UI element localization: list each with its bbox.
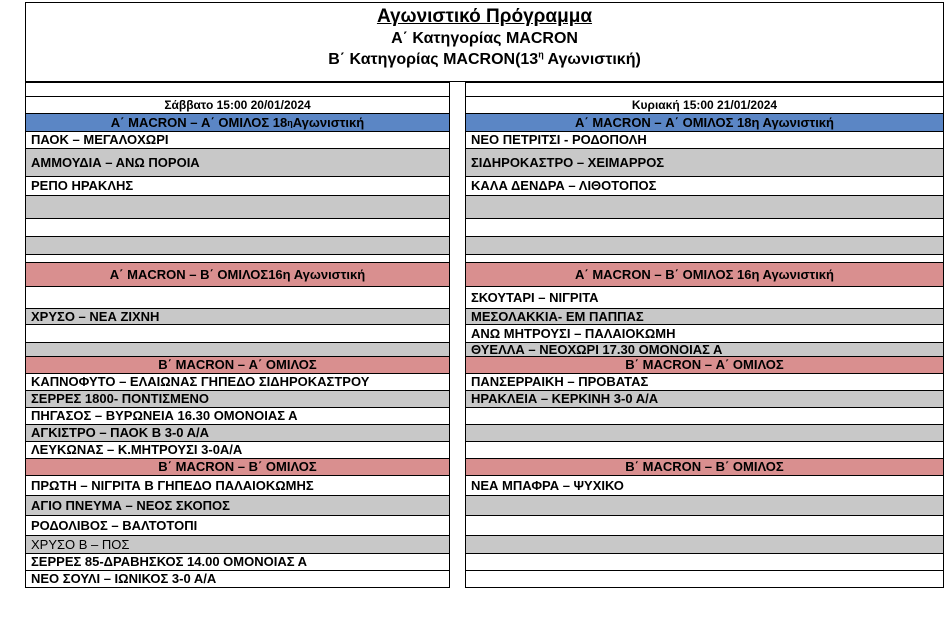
empty-row bbox=[26, 342, 449, 356]
date-row bbox=[466, 96, 943, 113]
empty-row bbox=[466, 570, 943, 587]
group-header-row bbox=[26, 262, 449, 286]
group-header-row-text: Β΄ MACRON – Β΄ ΟΜΙΛΟΣ bbox=[158, 459, 317, 474]
match-row bbox=[466, 131, 943, 148]
match-row-text: ΝΕΑ ΜΠΑΦΡΑ – ΨΥΧΙΚΟ bbox=[471, 477, 624, 493]
empty-row bbox=[466, 407, 943, 424]
match-row bbox=[26, 390, 449, 407]
group-header-row-text: Α΄ MACRON – Α΄ ΟΜΙΛΟΣ 18 bbox=[110, 114, 288, 130]
group-header-row-text: Α΄ MACRON – Β΄ ΟΜΙΛΟΣ 16η Αγωνιστική bbox=[575, 266, 834, 282]
match-row-text: ΑΓΚΙΣΤΡΟ – ΠΑΟΚ Β 3-0 Α/Α bbox=[31, 425, 210, 440]
match-row-text: ΠΡΩΤΗ – ΝΙΓΡΙΤΑ Β ΓΗΠΕΔΟ ΠΑΛΑΙΟΚΩΜΗΣ bbox=[31, 477, 314, 493]
empty-row bbox=[26, 195, 449, 218]
match-row bbox=[26, 495, 449, 515]
match-row-text: ΑΝΩ ΜΗΤΡΟΥΣΙ – ΠΑΛΑΙΟΚΩΜΗ bbox=[471, 325, 676, 341]
match-row bbox=[26, 148, 449, 176]
match-row bbox=[26, 475, 449, 495]
match-row-text: ΡΕΠΟ ΗΡΑΚΛΗΣ bbox=[31, 178, 134, 193]
match-row-text: ΚΑΛΑ ΔΕΝΔΡΑ – ΛΙΘΟΤΟΠΟΣ bbox=[471, 178, 657, 193]
group-header-row bbox=[466, 458, 943, 475]
empty-row bbox=[26, 82, 449, 96]
match-row-text: ΑΜΜΟΥΔΙΑ – ΑΝΩ ΠΟΡΟΙΑ bbox=[31, 154, 200, 170]
empty-row bbox=[466, 236, 943, 254]
match-row-text: ΠΗΓΑΣΟΣ – ΒΥΡΩΝΕΙΑ 16.30 ΟΜΟΝΟΙΑΣ Α bbox=[31, 408, 298, 423]
empty-row bbox=[466, 553, 943, 570]
match-row-text: ΣΙΔΗΡΟΚΑΣΤΡΟ – ΧΕΙΜΑΡΡΟΣ bbox=[471, 154, 665, 170]
match-row bbox=[26, 176, 449, 195]
empty-row bbox=[26, 254, 449, 262]
match-row bbox=[26, 535, 449, 553]
group-header-row bbox=[26, 356, 449, 373]
match-row bbox=[26, 515, 449, 535]
category-a-line: Α΄ Κατηγορίας MACRON bbox=[391, 30, 578, 47]
page-title: Αγωνιστικό Πρόγραμμα bbox=[376, 6, 593, 27]
group-header-row bbox=[466, 262, 943, 286]
match-row-text: ΑΓΙΟ ΠΝΕΥΜΑ – ΝΕΟΣ ΣΚΟΠΟΣ bbox=[31, 497, 230, 513]
match-row bbox=[466, 176, 943, 195]
group-header-row-text: Α΄ MACRON – Β΄ ΟΜΙΛΟΣ16η Αγωνιστική bbox=[109, 266, 366, 282]
empty-row bbox=[466, 254, 943, 262]
empty-row bbox=[466, 82, 943, 96]
match-row bbox=[466, 390, 943, 407]
match-row bbox=[466, 373, 943, 390]
match-row bbox=[26, 441, 449, 458]
match-row-text: ΠΑΟΚ – ΜΕΓΑΛΟΧΩΡΙ bbox=[31, 132, 169, 147]
empty-row bbox=[466, 495, 943, 515]
match-row-text: ΡΟΔΟΛΙΒΟΣ – ΒΑΛΤΟΤΟΠΙ bbox=[31, 517, 198, 533]
match-row bbox=[466, 342, 943, 356]
match-row bbox=[466, 475, 943, 495]
match-row-text: ΝΕΟ ΣΟΥΛΙ – ΙΩΝΙΚΟΣ 3-0 Α/Α bbox=[31, 571, 217, 586]
match-row-text: ΚΑΠΝΟΦΥΤΟ – ΕΛΑΙΩΝΑΣ ΓΗΠΕΔΟ ΣΙΔΗΡΟΚΑΣΤΡΟΥ bbox=[31, 374, 370, 389]
group-header-row-text: Β΄ MACRON – Α΄ ΟΜΙΛΟΣ bbox=[158, 357, 317, 372]
group-header-row-text: Α΄ MACRON – Α΄ ΟΜΙΛΟΣ 18η Αγωνιστική bbox=[575, 114, 834, 130]
category-b-tail: Αγωνιστική) bbox=[543, 51, 641, 68]
group-header-row-text: Β΄ MACRON – Β΄ ΟΜΙΛΟΣ bbox=[625, 459, 784, 474]
match-row-text: ΜΕΣΟΛΑΚΚΙΑ- ΕΜ ΠΑΠΠΑΣ bbox=[471, 308, 644, 324]
category-b-line bbox=[26, 49, 943, 70]
match-row bbox=[26, 308, 449, 324]
match-row-text: ΠΑΝΣΕΡΡΑΙΚΗ – ΠΡΟΒΑΤΑΣ bbox=[471, 374, 649, 389]
round-tail: Αγωνιστική bbox=[292, 114, 365, 130]
group-header-row bbox=[466, 356, 943, 373]
category-b-sup: η bbox=[538, 49, 544, 60]
empty-row bbox=[466, 195, 943, 218]
group-header-row bbox=[466, 113, 943, 131]
match-row-text: ΣΕΡΡΕΣ 1800- ΠΟΝΤΙΣΜΕΝΟ bbox=[31, 391, 210, 406]
date-row bbox=[26, 96, 449, 113]
sunday-column bbox=[465, 82, 944, 588]
group-header-row bbox=[26, 458, 449, 475]
match-row bbox=[26, 373, 449, 390]
match-row-text: ΗΡΑΚΛΕΙΑ – ΚΕΡΚΙΝΗ 3-0 Α/Α bbox=[471, 391, 659, 406]
category-b-main: Β΄ Κατηγορίας MACRON(13 bbox=[328, 51, 539, 68]
empty-row bbox=[26, 286, 449, 308]
date-row-text: Κυριακή 15:00 21/01/2024 bbox=[631, 98, 778, 112]
match-row-text: ΣΕΡΡΕΣ 85-ΔΡΑΒΗΣΚΟΣ 14.00 ΟΜΟΝΟΙΑΣ Α bbox=[31, 554, 308, 569]
date-row-text: Σάββατο 15:00 20/01/2024 bbox=[164, 98, 311, 112]
match-row-text: ΧΡΥΣΟ – ΝΕΑ ΖΙΧΝΗ bbox=[31, 308, 160, 324]
match-row-text: ΝΕΟ ΠΕΤΡΙΤΣΙ - ΡΟΔΟΠΟΛΗ bbox=[471, 132, 647, 147]
empty-row bbox=[26, 324, 449, 342]
saturday-column bbox=[25, 82, 450, 588]
match-row bbox=[26, 570, 449, 587]
empty-row bbox=[466, 218, 943, 236]
match-row bbox=[26, 553, 449, 570]
match-row bbox=[466, 324, 943, 342]
empty-row bbox=[466, 535, 943, 553]
match-row-text: ΣΚΟΥΤΑΡΙ – ΝΙΓΡΙΤΑ bbox=[471, 289, 599, 305]
match-row-text: ΘΥΕΛΛΑ – ΝΕΟΧΩΡΙ 17.30 ΟΜΟΝΟΙΑΣ Α bbox=[471, 342, 723, 356]
empty-row bbox=[26, 236, 449, 254]
match-row bbox=[26, 131, 449, 148]
match-row-text: ΛΕΥΚΩΝΑΣ – Κ.ΜΗΤΡΟΥΣΙ 3-0Α/Α bbox=[31, 442, 243, 457]
match-row bbox=[466, 308, 943, 324]
empty-row bbox=[466, 515, 943, 535]
match-row bbox=[466, 286, 943, 308]
group-header-row-text: Β΄ MACRON – Α΄ ΟΜΙΛΟΣ bbox=[625, 357, 784, 372]
group-header-row: Α΄ MACRON – Α΄ ΟΜΙΛΟΣ 18 η Αγωνιστική bbox=[26, 113, 449, 131]
schedule-header bbox=[25, 2, 944, 82]
match-row bbox=[26, 407, 449, 424]
match-row bbox=[26, 424, 449, 441]
match-row bbox=[466, 148, 943, 176]
match-row-text: ΧΡΥΣΟ Β – ΠΟΣ bbox=[31, 536, 130, 552]
empty-row bbox=[466, 424, 943, 441]
empty-row bbox=[26, 218, 449, 236]
empty-row bbox=[466, 441, 943, 458]
